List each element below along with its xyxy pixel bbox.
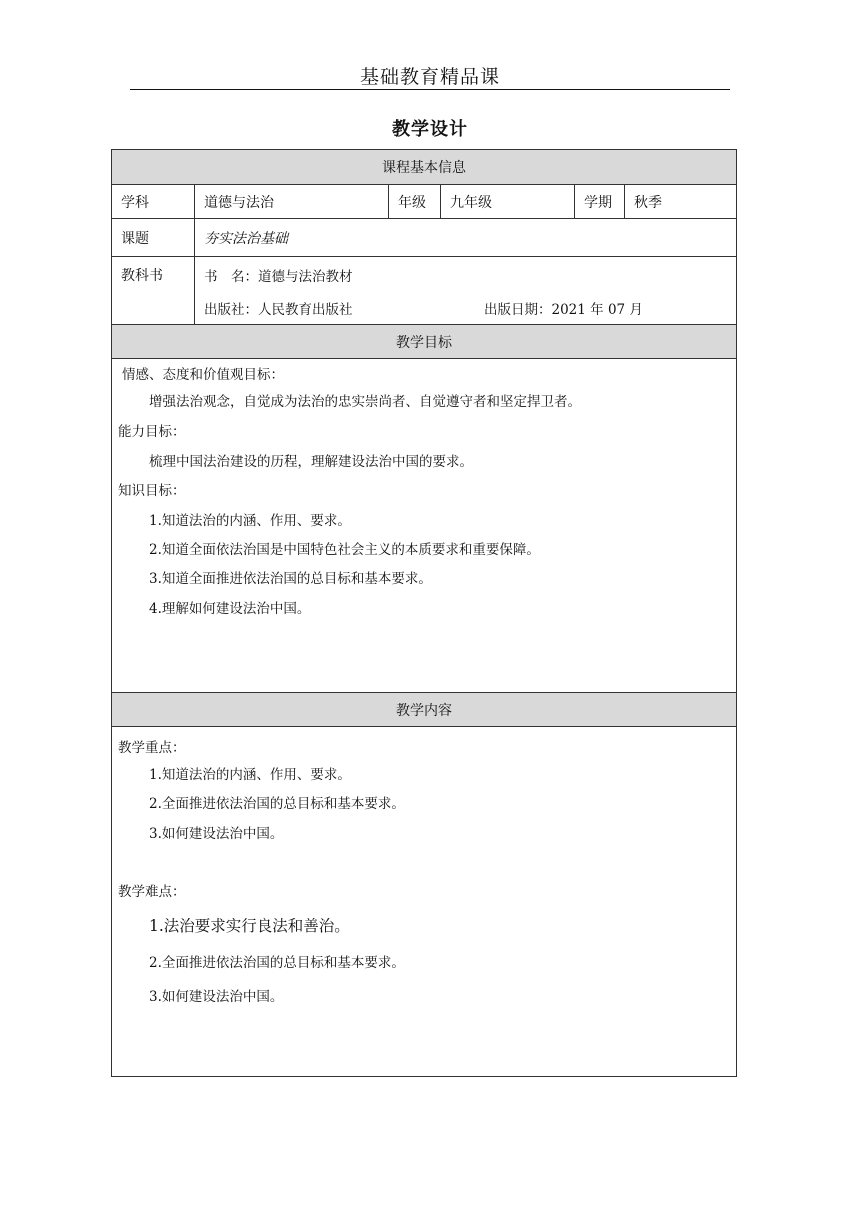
difficult-point-item: 3.如何建设法治中国。 (149, 989, 284, 1005)
document-title: 教学设计 (392, 119, 468, 140)
topic-value: 夯实法治基础 (194, 219, 736, 256)
emotion-text: 增强法治观念，自觉成为法治的忠实崇尚者、自觉遵守者和坚定捍卫者。 (149, 394, 581, 410)
content-title: 教学内容 (396, 702, 452, 719)
knowledge-heading: 知识目标： (118, 483, 186, 499)
term-label: 学期 (574, 185, 624, 218)
subject-label: 学科 (121, 194, 149, 211)
book-name-line: 书 名：道德与法治教材 (204, 269, 353, 285)
subject-row (112, 185, 736, 219)
textbook-row (112, 257, 736, 325)
knowledge-item: 2.知道全面依法治国是中国特色社会主义的本质要求和重要保障。 (149, 542, 540, 558)
header-divider (130, 89, 730, 90)
pub-date-line: 出版日期：2021 年 07 月 (484, 302, 643, 318)
objectives-header (112, 325, 736, 359)
ability-heading: 能力目标： (118, 424, 186, 440)
content-body (112, 727, 736, 1076)
knowledge-item: 4.理解如何建设法治中国。 (149, 601, 311, 617)
publisher-line: 出版社：人民教育出版社 (204, 302, 353, 318)
grade-value: 九年级 (440, 185, 574, 218)
key-point-item: 1.知道法治的内涵、作用、要求。 (149, 767, 351, 783)
textbook-label: 教科书 (121, 268, 163, 284)
knowledge-item: 3.知道全面推进依法治国的总目标和基本要求。 (149, 571, 432, 587)
topic-label: 课题 (121, 230, 149, 247)
series-title: 基础教育精品课 (359, 66, 500, 88)
term-value: 秋季 (624, 185, 736, 218)
objectives-title: 教学目标 (396, 334, 452, 351)
key-point-item: 2.全面推进依法治国的总目标和基本要求。 (149, 796, 405, 812)
content-header (112, 693, 736, 727)
basic-info-header (112, 150, 736, 185)
emotion-heading: 情感、态度和价值观目标： (122, 367, 284, 383)
ability-text: 梳理中国法治建设的历程，理解建设法治中国的要求。 (149, 454, 473, 470)
difficult-point-item: 1.法治要求实行良法和善治。 (149, 917, 350, 935)
key-point-item: 3.如何建设法治中国。 (149, 826, 284, 842)
key-points-heading: 教学重点： (118, 740, 186, 756)
difficult-point-item: 2.全面推进依法治国的总目标和基本要求。 (149, 955, 405, 971)
grade-label: 年级 (388, 185, 440, 218)
subject-value: 道德与法治 (194, 185, 388, 218)
topic-row (112, 219, 736, 257)
lesson-design-table (111, 149, 737, 1077)
knowledge-item: 1.知道法治的内涵、作用、要求。 (149, 513, 351, 529)
objectives-body (112, 359, 736, 693)
basic-info-title: 课程基本信息 (382, 160, 466, 176)
difficult-points-heading: 教学难点： (118, 884, 186, 900)
textbook-detail (194, 257, 736, 324)
